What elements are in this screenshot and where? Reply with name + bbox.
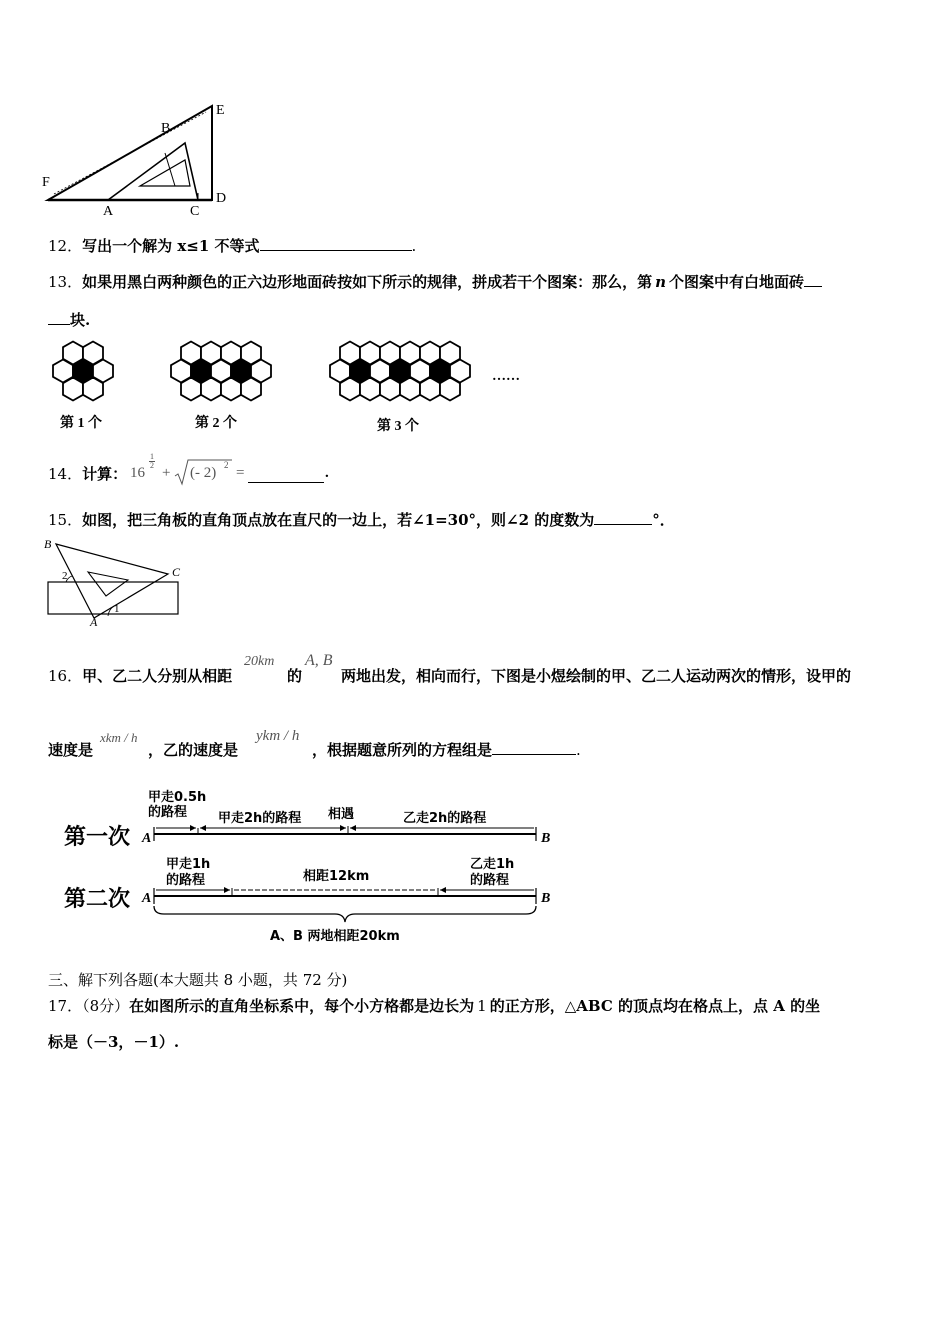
q17-one: 1 bbox=[477, 997, 487, 1015]
q16-y-speed: ykm / h bbox=[256, 728, 300, 744]
motion-diagram bbox=[58, 784, 578, 950]
q13-text-a: 如果用黑白两种颜色的正六边形地面砖按如下所示的规律，拼成若干个图案：那么，第 bbox=[82, 273, 653, 291]
q16-places: A, B bbox=[305, 652, 333, 669]
row2-a: A bbox=[142, 891, 152, 906]
q14-eq: = bbox=[236, 465, 245, 481]
q15-answer-blank[interactable] bbox=[594, 510, 652, 525]
q14-answer-blank[interactable] bbox=[248, 468, 324, 483]
q13-number: 13． bbox=[48, 273, 83, 291]
label-d: D bbox=[216, 191, 227, 206]
q12-end: . bbox=[411, 237, 417, 255]
q16-text-b: 的 bbox=[287, 667, 303, 685]
q16-text-c: 两地出发，相向而行，下图是小煜绘制的甲、乙二人运动两次的情形，设甲的 bbox=[341, 667, 852, 685]
row1-meet: 相遇 bbox=[328, 807, 355, 822]
q15-label-2: 2 bbox=[62, 570, 68, 582]
row1-a: A bbox=[142, 831, 152, 846]
question-13-cont bbox=[48, 310, 90, 330]
q14-number: 14． bbox=[48, 465, 83, 483]
q14-plus: + bbox=[162, 465, 171, 481]
q16-answer-blank[interactable] bbox=[492, 740, 576, 755]
q12-text: 写出一个解为 x≤1 不等式 bbox=[82, 237, 260, 255]
caption-1: 第 1 个 bbox=[60, 416, 102, 431]
q14-exp-den: 2 bbox=[150, 461, 154, 470]
q15-label-1: 1 bbox=[114, 603, 120, 615]
q13-end: 块. bbox=[70, 311, 91, 329]
q17-score: （8分） bbox=[82, 997, 130, 1015]
section-3-title: 三、解下列各题(本大题共 8 小题，共 72 分) bbox=[48, 971, 348, 989]
question-17-cont: 标是（－3，－1）. bbox=[48, 1033, 180, 1051]
question-12 bbox=[48, 236, 416, 256]
label-a: A bbox=[103, 204, 114, 219]
q15-number: 15． bbox=[48, 511, 83, 529]
row1-left-line1: 甲走0.5h bbox=[148, 790, 207, 805]
q13-var: n bbox=[655, 273, 667, 291]
pattern-1 bbox=[53, 342, 113, 401]
row2-left-line2: 的路程 bbox=[166, 873, 206, 888]
distance-brace bbox=[154, 906, 536, 922]
question-17 bbox=[48, 996, 820, 1016]
question-16 bbox=[48, 666, 232, 686]
triangle-ruler-figure bbox=[42, 536, 187, 628]
question-15 bbox=[48, 510, 675, 530]
row1-mid: 甲走2h的路程 bbox=[218, 811, 302, 826]
pattern-2 bbox=[171, 342, 271, 401]
q15-text: 如图，把三角板的直角顶点放在直尺的一边上，若∠1=30°，则∠2 的度数为 bbox=[82, 511, 595, 529]
q16-end: . bbox=[576, 741, 581, 759]
row1-left-line2: 的路程 bbox=[148, 805, 188, 820]
row2-left-line1: 甲走1h bbox=[166, 857, 211, 872]
question-16-cont bbox=[48, 740, 93, 760]
caption-2: 第 2 个 bbox=[195, 416, 237, 431]
label-f: F bbox=[42, 175, 50, 190]
q15-label-b: B bbox=[44, 537, 52, 551]
q16-text-d: 速度是 bbox=[48, 741, 94, 759]
q14-base: 16 bbox=[130, 465, 145, 481]
question-13 bbox=[48, 272, 822, 292]
q15-label-a: A bbox=[90, 615, 98, 628]
ruler-triangle-figure bbox=[40, 98, 240, 220]
q16-text-e: ，乙的速度是 bbox=[148, 741, 239, 759]
label-e: E bbox=[216, 103, 225, 118]
pattern-3 bbox=[330, 342, 470, 401]
q14-expression bbox=[128, 452, 358, 488]
q16-dist: 20km bbox=[244, 654, 275, 669]
q14-end: . bbox=[325, 465, 329, 481]
row1-right: 乙走2h的路程 bbox=[403, 811, 487, 826]
bottom-caption: A、B 两地相距20km bbox=[270, 929, 400, 944]
q16-x-speed: xkm / h bbox=[100, 730, 138, 745]
q15-end: °． bbox=[652, 511, 675, 529]
label-b: B bbox=[161, 121, 171, 136]
q17-number: 17． bbox=[48, 997, 83, 1015]
q16-text-f: ，根据题意所列的方程组是 bbox=[312, 741, 493, 759]
label-c: C bbox=[190, 204, 200, 219]
q14-exp-num: 1 bbox=[150, 452, 154, 461]
q16-number: 16． bbox=[48, 667, 83, 685]
q13-text-b: 个图案中有白地面砖 bbox=[669, 273, 805, 291]
q15-label-c: C bbox=[172, 565, 181, 579]
q14-radicand: (- 2) bbox=[190, 465, 217, 481]
row1-b: B bbox=[541, 831, 551, 846]
hexagon-pattern-figure bbox=[40, 338, 540, 438]
q17-text-a: 在如图所示的直角坐标系中，每个小方格都是边长为 bbox=[129, 997, 475, 1015]
set-square-inner bbox=[140, 160, 190, 186]
q12-answer-blank[interactable] bbox=[260, 236, 412, 251]
q13-answer-blank-b[interactable] bbox=[48, 310, 70, 325]
q17-text-b: 的正方形，△ABC 的顶点均在格点上，点 A 的坐 bbox=[489, 997, 821, 1015]
q16-text-a: 甲、乙二人分别从相距 bbox=[82, 667, 233, 685]
row2-b: B bbox=[541, 891, 551, 906]
q13-answer-blank-a[interactable] bbox=[804, 272, 822, 287]
row2-right-line1: 乙走1h bbox=[470, 857, 515, 872]
q12-number: 12． bbox=[48, 237, 83, 255]
row1-label: 第一次 bbox=[64, 825, 131, 850]
caption-3: 第 3 个 bbox=[377, 419, 419, 434]
q16-tail bbox=[312, 740, 581, 760]
row2-right-line2: 的路程 bbox=[470, 873, 510, 888]
row2-mid: 相距12km bbox=[303, 869, 370, 884]
row2-label: 第二次 bbox=[64, 887, 131, 912]
q14-text: 计算： bbox=[82, 465, 128, 483]
set-square-outer bbox=[108, 143, 198, 200]
q14-rad-exp: 2 bbox=[224, 460, 229, 470]
pattern-ellipsis: …… bbox=[492, 369, 520, 384]
